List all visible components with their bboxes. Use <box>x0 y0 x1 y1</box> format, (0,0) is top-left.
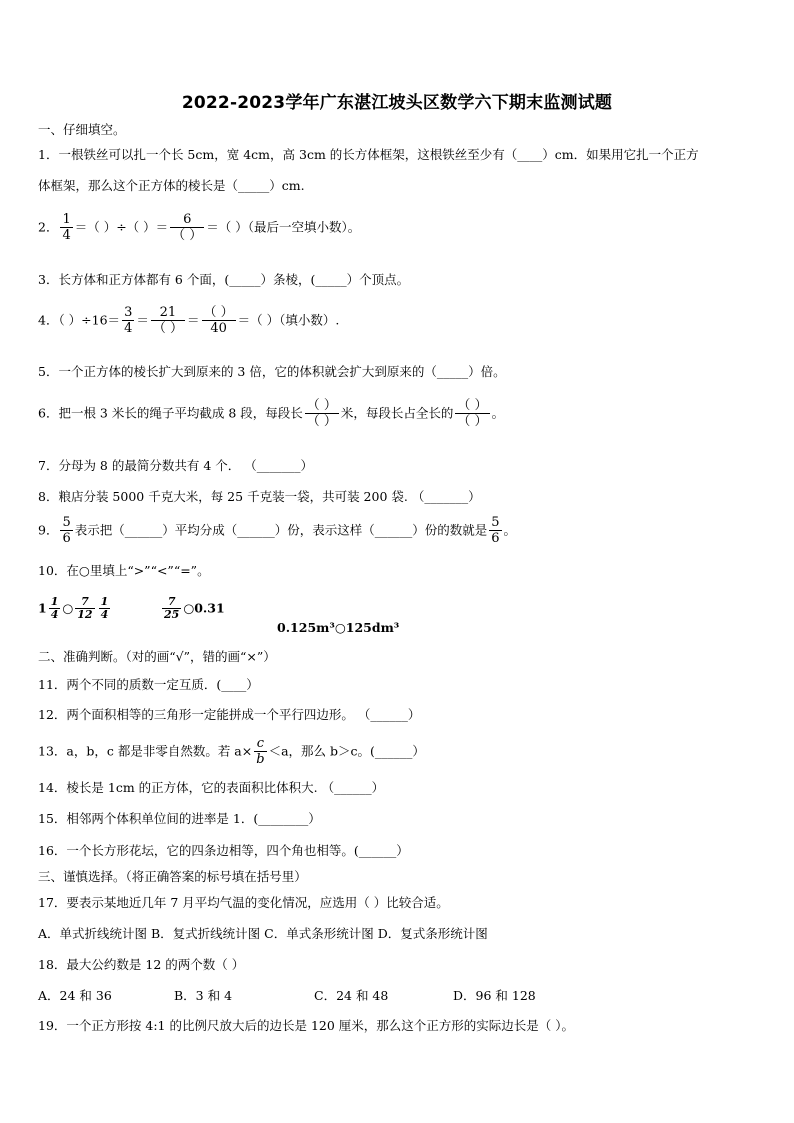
question-text: 13．a，b，c 都是非零自然数。若 a× <box>38 743 253 759</box>
equals-sign: ＝ <box>187 312 200 328</box>
question-8: 8．粮店分装 5000 千克大米，每 25 千克装一袋，共可装 200 袋. （_______） <box>38 489 481 504</box>
denominator: 25 <box>164 608 180 621</box>
numerator: 1 <box>100 595 109 608</box>
numerator: 5 <box>491 515 500 530</box>
denominator: 6 <box>62 531 71 546</box>
numerator: 7 <box>162 596 181 609</box>
section-heading-judge: 二、准确判断。（对的画“√”，错的画“×”） <box>38 649 276 664</box>
fraction <box>455 398 489 429</box>
fraction <box>254 736 266 767</box>
denominator: （ ） <box>457 414 488 429</box>
question-text: ＜a，那么 b＞c。(______） <box>268 743 425 759</box>
numerator: （ ） <box>306 398 337 413</box>
section-heading-choice: 三、谨慎选择。（将正确答案的标号填在括号里） <box>38 869 307 884</box>
question-10-item-c: 0.125m³○125dm³ <box>277 620 400 635</box>
question-9 <box>38 515 516 546</box>
question-text: 。 <box>503 522 517 538</box>
numerator: c <box>254 736 266 752</box>
fraction <box>49 596 61 621</box>
numerator: 1 <box>62 212 71 227</box>
question-18-stem: 18．最大公约数是 12 的两个数（ ） <box>38 957 245 972</box>
denominator: 4 <box>124 321 133 336</box>
question-number: 2． <box>38 219 59 235</box>
question-2 <box>38 212 360 243</box>
fraction <box>75 596 94 621</box>
question-text: 9． <box>38 522 59 538</box>
denominator: 12 <box>77 608 93 621</box>
question-text: 6．把一根 3 米长的绳子平均截成 8 段，每段长 <box>38 405 303 421</box>
question-15: 15．相邻两个体积单位间的进率是 1．(________） <box>38 811 321 826</box>
fraction <box>60 212 72 243</box>
denominator: （ ） <box>172 228 203 243</box>
fraction <box>202 305 236 336</box>
question-text: ＝（ ）（填小数）. <box>237 312 340 328</box>
numerator: （ ） <box>203 305 234 320</box>
numerator: 5 <box>62 515 71 530</box>
question-14: 14．棱长是 1cm 的正方体，它的表面积比体积大. （______） <box>38 780 385 795</box>
question-13 <box>38 736 425 767</box>
denominator: 40 <box>210 321 227 336</box>
question-16: 16．一个长方形花坛，它的四条边相等，四个角也相等。(______） <box>38 843 409 858</box>
question-text: ○0.31 <box>183 600 225 616</box>
question-1-line-2: 体框架，那么这个正方体的棱长是（_____）cm. <box>38 178 305 193</box>
fraction <box>170 212 204 243</box>
denominator: 6 <box>491 531 500 546</box>
question-6 <box>38 398 504 429</box>
question-10: 10．在○里填上“>”“<”“=”。 <box>38 563 210 578</box>
fraction <box>162 596 181 621</box>
fraction <box>305 398 339 429</box>
question-4 <box>38 305 339 336</box>
question-19: 19．一个正方形按 4:1 的比例尺放大后的边长是 120 厘米，那么这个正方形的实际边长是（ ）。 <box>38 1018 575 1033</box>
question-1-line-1: 1．一根铁丝可以扎一个长 5cm，宽 4cm，高 3cm 的长方体框架，这根铁丝至少有（____）cm．如果用它扎一个正方 <box>38 147 699 162</box>
denominator: （ ） <box>152 321 183 336</box>
numerator: 7 <box>75 596 94 609</box>
question-12: 12．两个面积相等的三角形一定能拼成一个平行四边形。 （______） <box>38 707 421 722</box>
denominator: （ ） <box>306 414 337 429</box>
fraction <box>151 305 185 336</box>
numerator: 21 <box>151 305 185 321</box>
question-18-option-b: B．3 和 4 <box>174 988 233 1003</box>
denominator: 4 <box>100 608 109 621</box>
section-heading-fill-in: 一、仔细填空。 <box>38 122 126 137</box>
question-11: 11．两个不同的质数一定互质．(____） <box>38 677 259 692</box>
whole-number: 1 <box>38 600 47 616</box>
question-18-option-a: A．24 和 36 <box>38 988 112 1003</box>
question-17-stem: 17．要表示某地近几年 7 月平均气温的变化情况，应选用（ ）比较合适。 <box>38 895 449 910</box>
numerator: 1 <box>50 595 59 608</box>
question-10-item-b <box>160 596 225 621</box>
question-text: 米，每段长占全长的 <box>340 405 454 421</box>
denominator: b <box>256 752 265 767</box>
denominator: 4 <box>50 608 59 621</box>
question-3: 3．长方体和正方体都有 6 个面，(_____）条棱，(_____）个顶点。 <box>38 272 410 287</box>
fraction <box>489 515 501 546</box>
fraction <box>99 596 111 621</box>
question-7: 7．分母为 8 的最简分数共有 4 个． （_______） <box>38 458 313 473</box>
denominator: 4 <box>62 228 71 243</box>
page-title: 2022-2023学年广东湛江坡头区数学六下期末监测试题 <box>181 93 613 113</box>
question-text: ＝（ ）（最后一空填小数）。 <box>206 219 361 235</box>
question-18-option-c: C．24 和 48 <box>314 988 389 1003</box>
question-18-option-d: D．96 和 128 <box>453 988 536 1003</box>
numerator: 3 <box>124 305 133 320</box>
question-17-options: A．单式折线统计图 B．复式折线统计图 C．单式条形统计图 D．复式条形统计图 <box>38 926 488 941</box>
numerator: （ ） <box>457 398 488 413</box>
question-5: 5．一个正方体的棱长扩大到原来的 3 倍，它的体积就会扩大到原来的（_____）倍。 <box>38 364 506 379</box>
equals-sign: ＝ <box>136 312 149 328</box>
question-text: ＝（ ）÷（ ）＝ <box>74 219 169 235</box>
fraction <box>122 305 134 336</box>
question-text: 表示把（______）平均分成（______）份，表示这样（______）份的数就是 <box>74 522 488 538</box>
question-text: 4．（ ）÷16＝ <box>38 312 121 328</box>
fraction <box>60 515 72 546</box>
question-10-item-a <box>38 596 112 621</box>
question-text: 。 <box>491 405 505 421</box>
numerator: 6 <box>170 212 204 228</box>
compare-circle: ○ <box>62 600 74 616</box>
